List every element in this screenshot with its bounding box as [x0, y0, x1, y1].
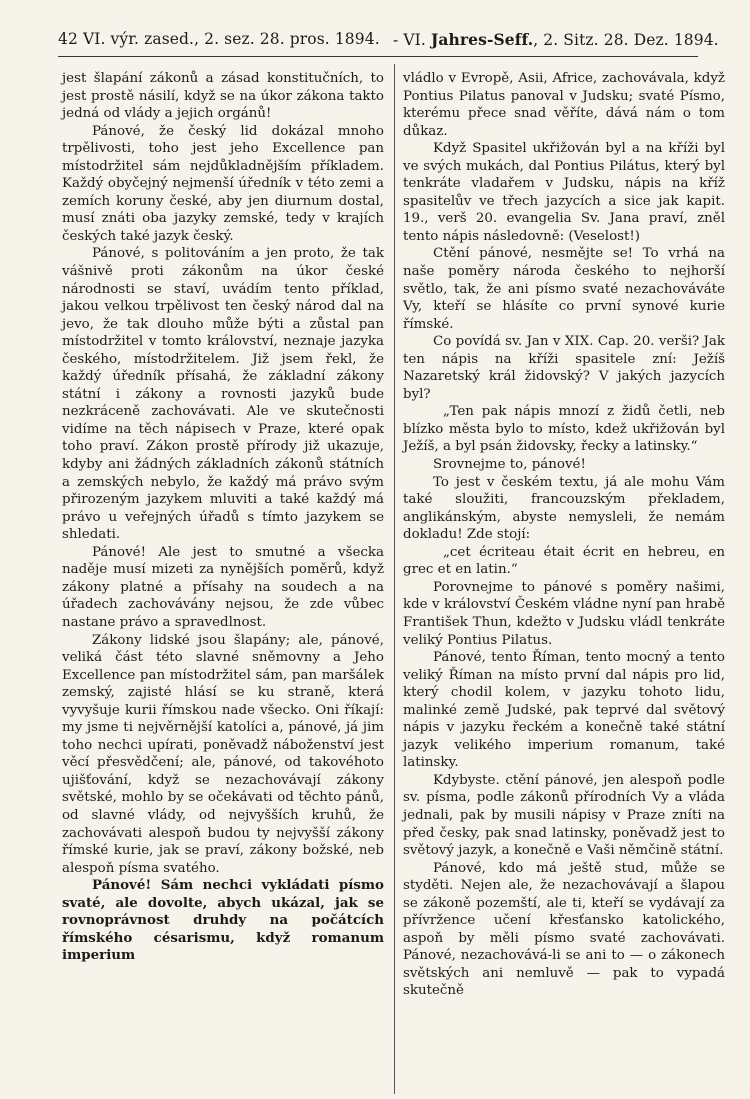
paragraph: Porovnejme to pánové s poměry našimi, kde v království Českém vládne nyní pan hrabě František Thun, kdežto v Judsku vládl tenkráte veliký Pontius Pilatus.: [403, 579, 725, 648]
paragraph: Kdybyste. ctění pánové, jen alespoň podle sv. písma, podle zákonů přírodních Vy a vláda jednali, pak by musili nápisy v Praze zníti na před česky, pak snad latinsky, poněvadž jest to světový jazyk, a konečně e Vaši němčině státní.: [403, 772, 725, 859]
header-right-fraktur: Jahres-Seff.: [430, 30, 534, 49]
column-divider: [394, 64, 395, 1094]
paragraph: To jest v českém textu, já ale mohu Vám také sloužiti, francouzským překladem, anglikánským, abyste nemysleli, že nemám dokladu! Zde stojí:: [403, 474, 725, 543]
running-header: [58, 30, 719, 52]
paragraph: Pánové, že český lid dokázal mnoho trpělivosti, toho jest jeho Excellence pan místodržitel sám nejdůkladnějším příkladem. Každý obyčejný nejmenší úředník v této zemi a zemích koruny české, aby jen diurnum dostal, musí znáti oba jazyky zemské, tedy v krajích českých také jazyk český.: [62, 123, 384, 244]
header-right: [393, 30, 719, 49]
header-right-prefix: - VI.: [393, 31, 426, 49]
paragraph: Pánové, s politováním a jen proto, že tak vášnivě proti zákonům na úkor české národnosti se staví, uvádím tento příklad, jakou velkou trpělivost ten český národ dal na jevo, že tak dlouho může býti a zůstal pan místodržitel v tomto království, neznaje jazyka českého, místodržitelem. Již jsem řekl, že každý úředník přísahá, že základní zákony státní i zákony a rovnosti jazyků bude nezkráceně zachovávati. Ale ve skutečnosti vidíme na těch nápisech v Praze, které opak toho praví. Zákon prostě přírody již ukazuje, kdyby ani žádných základních zákonů státních a zemských nebylo, že každý má právo svým přirozeným jazykem mluviti a také každý má právo u veřejných úřadů s tímto jazykem se shledati.: [62, 246, 384, 543]
paragraph-bold-text: Pánové! Sám nechci vykládati písmo svaté, ale dovolte, abych ukázal, jak se rovnoprávnost druhdy na počátcích římského césarismu, když romanum imperium: [62, 877, 384, 964]
paragraph: Pánové, kdo má ještě stud, může se styděti. Nejen ale, že nezachovávají a šlapou se zákoně pozemští, ale ti, kteří se vydávají za přívržence učení křesťansko katolického, aspoň by měli písmo svaté zachovávati. Pánové, nezachovává-li se ani to — o zákonech světských ani nemluvě — pak to vypadá skutečně: [403, 860, 725, 999]
paragraph: Pánové! Ale jest to smutné a všecka naděje musí mizeti za nynějších poměrů, když zákony platné a přísahy na soudech a na úřadech zachovávány nejsou, že zde vůbec nastane právo a spravedlnost.: [62, 544, 384, 630]
paragraph: Zákony lidské jsou šlapány; ale, pánové, veliká část této slavné sněmovny a Jeho Excellence pan místodržitel sám, pan maršálek zemský, zajisté hlásí se ku straně, která vyvyšuje kurii římskou nade všecko. Oni říkají: my jsme ti nejvěrnější katolíci a, pánové, já jim toho nechci upírati, poněvadž náboženství jest věcí přesvědčení; ale, pánové, od takovéhoto ujišťování, když se nezachovávají zákony světské, mohlo by se očekávati od těchto pánů, od slavné vlády, od nejvyšších kruhů, že zachovávati alespoň budou ty nejvyšší zákony římské kurie, jak se praví, zákony božské, neb alespoň písma svatého.: [62, 632, 384, 876]
left-column: [62, 70, 384, 965]
paragraph: Pánové, tento Říman, tento mocný a tento veliký Říman na místo první dal nápis pro lid, který chodil kolem, v jazyku tohoto lidu, malinké země Judské, pak teprvé dal světový nápis v jazyku řeckém a konečně také státní jazyk velikého imperium romanum, také latinsky.: [403, 650, 725, 771]
paragraph: jest šlapání zákonů a zásad konstitučních, to jest prostě násilí, když se na úkor zákona takto jedná od vlády a jejich orgánů!: [62, 71, 384, 122]
paragraph: Ctění pánové, nesmějte se! To vrhá na naše poměry národa českého to nejhorší světlo, tak, že ani písmo svaté nezachováváte Vy, kteří se hlásíte co první synové kurie římské.: [403, 246, 725, 332]
header-left: 42 VI. výr. zased., 2. sez. 28. pros. 1894.: [58, 30, 380, 48]
header-right-suffix: , 2. Sitz. 28. Dez. 1894.: [533, 31, 719, 49]
right-column: [403, 70, 725, 1000]
paragraph: Co povídá sv. Jan v XIX. Cap. 20. verši? Jak ten nápis na kříži spasitele zní: Ježíš Nazaretský král židovský? V jakých jazycích byl?: [403, 334, 725, 402]
quotation: „cet écriteau était écrit en hebreu, en grec et en latin.“: [403, 544, 725, 578]
header-rule: [58, 56, 698, 57]
quotation: „Ten pak nápis mnozí z židů četli, neb blízko města bylo to místo, kdež ukřižován byl Ježíš, a byl psán židovsky, řecky a latinsky.“: [403, 404, 725, 455]
paragraph: [62, 877, 384, 965]
paragraph: Srovnejme to, pánové!: [433, 457, 586, 473]
paragraph: vládlo v Evropě, Asii, Africe, zachovávala, když Pontius Pilatus panoval v Judsku; svaté Písmo, kterému přece snad věříte, dává nám o tom důkaz.: [403, 71, 725, 139]
paragraph: Když Spasitel ukřižován byl a na kříži byl ve svých mukách, dal Pontius Pilátus, který byl tenkráte vladařem v Judsku, nápis na kříž spasitelův ve třech jazycích a sice jak kapit. 19., verš 20. evangelia Sv. Jana praví, zněl tento nápis následovně: (Veselost!): [403, 141, 725, 244]
